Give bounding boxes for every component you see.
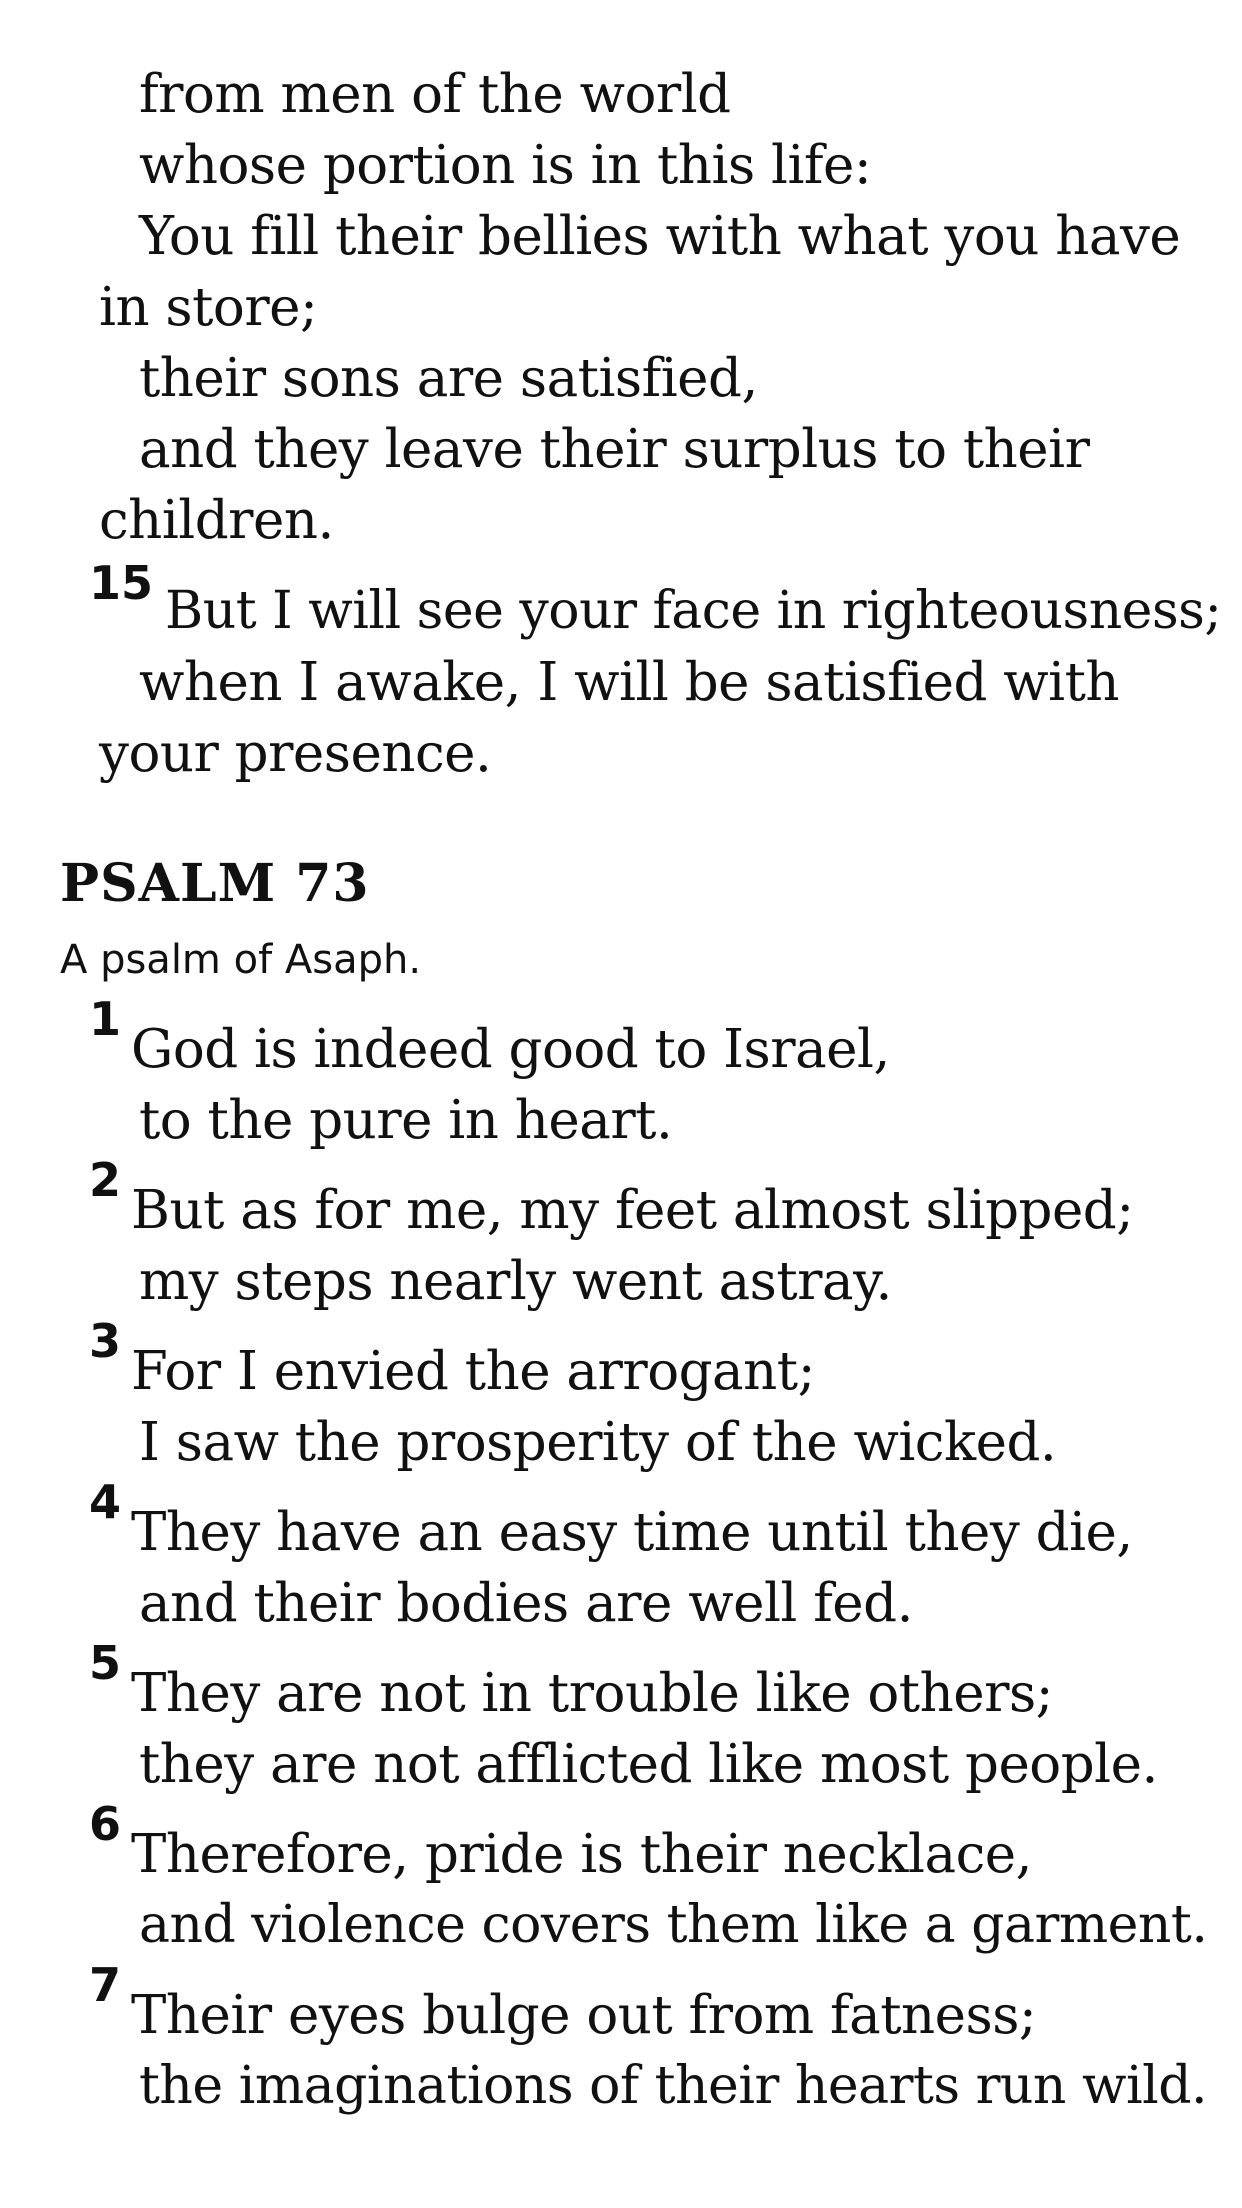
verse-line: children. (99, 490, 334, 551)
verse-line: to the pure in heart. (139, 1090, 673, 1151)
verse-number: 3 (89, 1314, 122, 1368)
verse-line: They are not in trouble like others; (131, 1663, 1053, 1724)
verse-number: 5 (89, 1636, 122, 1690)
psalm-heading: PSALM 73 (60, 853, 370, 914)
verse-line: You fill their bellies with what you have (139, 206, 1181, 267)
verse-line: They have an easy time until they die, (131, 1502, 1133, 1563)
verse-line: their sons are satisfied, (139, 348, 758, 409)
verse-line: they are not afflicted like most people. (139, 1734, 1158, 1795)
verse-line: when I awake, I will be satisfied with (139, 652, 1120, 713)
verse-line: and their bodies are well fed. (139, 1573, 913, 1634)
verse-line: in store; (99, 277, 318, 338)
psalm-subtitle: A psalm of Asaph. (60, 937, 422, 983)
verse-line: But I will see your face in righteousness; (165, 581, 1222, 641)
verse-line: and they leave their surplus to their (139, 419, 1090, 480)
verse-number: 2 (89, 1153, 122, 1207)
verse-line: from men of the world (139, 64, 731, 125)
verse-number: 15 (89, 556, 154, 610)
verse-line: Therefore, pride is their necklace, (131, 1824, 1032, 1885)
verse-line: the imaginations of their hearts run wild. (139, 2056, 1208, 2116)
verse-line: God is indeed good to Israel, (131, 1019, 890, 1080)
verse-line: whose portion is in this life: (139, 135, 872, 196)
verse-line: For I envied the arrogant; (131, 1341, 815, 1402)
verse-line: my steps nearly went astray. (139, 1251, 892, 1312)
verse-line: But as for me, my feet almost slipped; (131, 1180, 1134, 1241)
verse-line: Their eyes bulge out from fatness; (131, 1985, 1037, 2046)
verse-number: 7 (89, 1958, 122, 2012)
verse-number: 1 (89, 992, 122, 1046)
verse-line: and violence covers them like a garment. (139, 1895, 1208, 1955)
verse-number: 4 (89, 1475, 122, 1529)
verse-line: I saw the prosperity of the wicked. (139, 1412, 1057, 1473)
verse-line: your presence. (99, 723, 492, 784)
verse-number: 6 (89, 1797, 122, 1851)
